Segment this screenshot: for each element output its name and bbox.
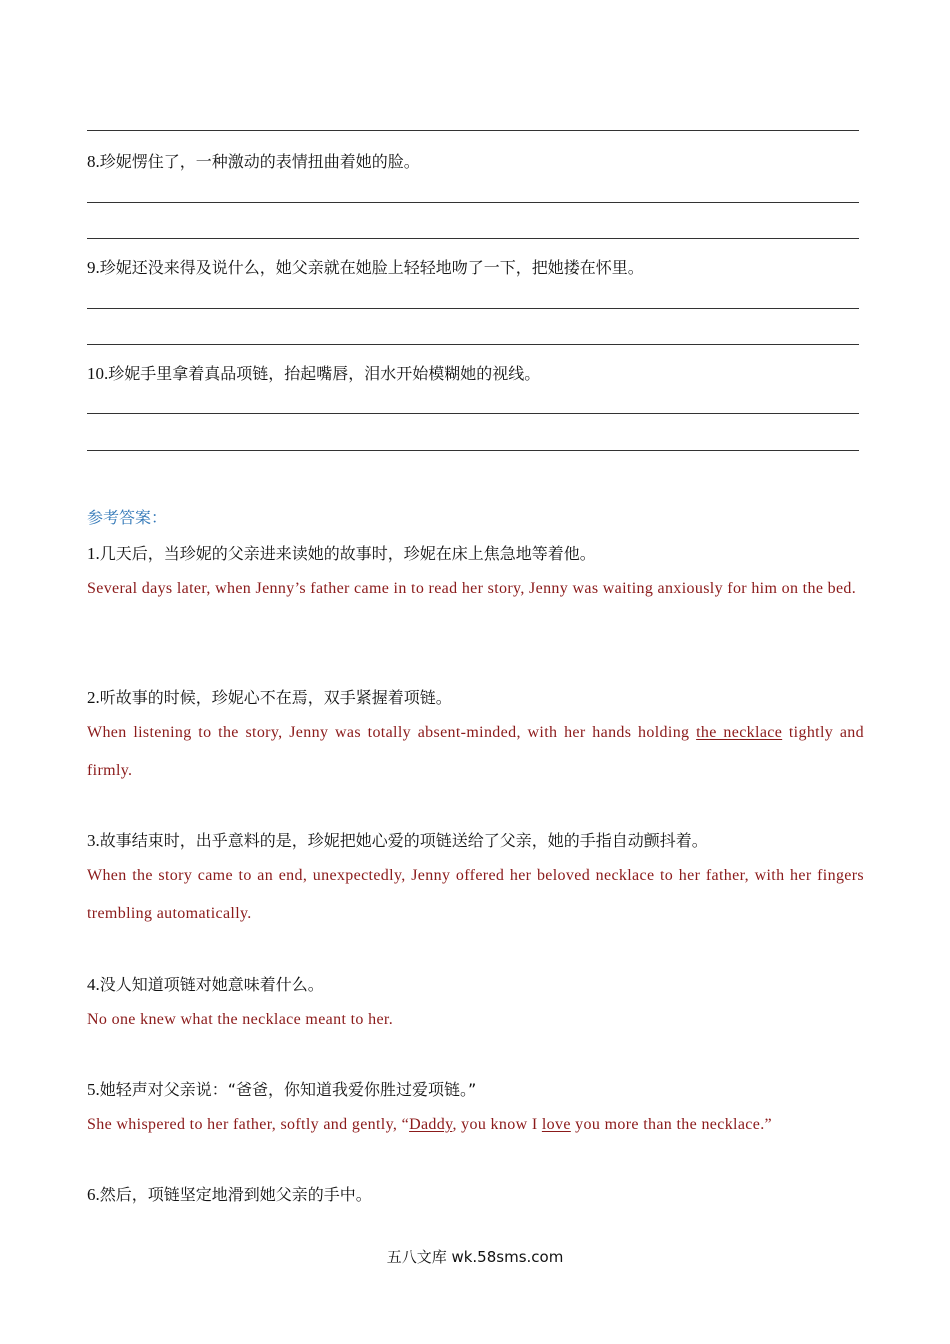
answer-line [87,238,859,239]
answer-5-chinese: 5.她轻声对父亲说：“爸爸，你知道我爱你胜过爱项链。” [87,1080,477,1099]
answer-line [87,344,859,345]
question-9: 9.珍妮还没来得及说什么，她父亲就在她脸上轻轻地吻了一下，把她搂在怀里。 [87,258,644,277]
answer-line [87,202,859,203]
underlined-word: Daddy [409,1116,453,1133]
answer-line [87,308,859,309]
answer-3-english: When the story came to an end, unexpectedly, Jenny offered her beloved necklace to her father, with her fingers trembling automatically. [87,867,864,922]
answer-2-chinese: 2.听故事的时候，珍妮心不在焉，双手紧握着项链。 [87,688,452,707]
answer-4-chinese: 4.没人知道项链对她意味着什么。 [87,975,324,994]
reference-answers-heading: 参考答案： [87,508,168,527]
page-footer: 五八文库 wk.58sms.com [386,1248,564,1266]
answer-1-chinese: 1.几天后，当珍妮的父亲进来读她的故事时，珍妮在床上焦急地等着他。 [87,544,596,563]
answer-line [87,450,859,451]
answer-1-english: Several days later, when Jenny’s father came in to read her story, Jenny was waiting anxiously for him on the bed. [87,580,857,597]
answer-2-english: When listening to the story, Jenny was totally absent-minded, with her hands holding the necklace tightly and firmly. [87,724,864,779]
answer-line [87,413,859,414]
answer-6-chinese: 6.然后，项链坚定地滑到她父亲的手中。 [87,1185,372,1204]
question-10: 10.珍妮手里拿着真品项链，抬起嘴唇，泪水开始模糊她的视线。 [87,364,541,383]
question-8: 8.珍妮愣住了，一种激动的表情扭曲着她的脸。 [87,152,420,171]
answer-line [87,130,859,131]
answer-4-english: No one knew what the necklace meant to her. [87,1011,394,1028]
underlined-word: love [541,1116,571,1133]
answer-3-chinese: 3.故事结束时，出乎意料的是，珍妮把她心爱的项链送给了父亲，她的手指自动颤抖着。 [87,831,708,850]
underlined-phrase: the necklace [696,724,783,741]
answer-5-english: She whispered to her father, softly and gently, “Daddy, you know I love you more than the necklace.” [87,1116,773,1133]
